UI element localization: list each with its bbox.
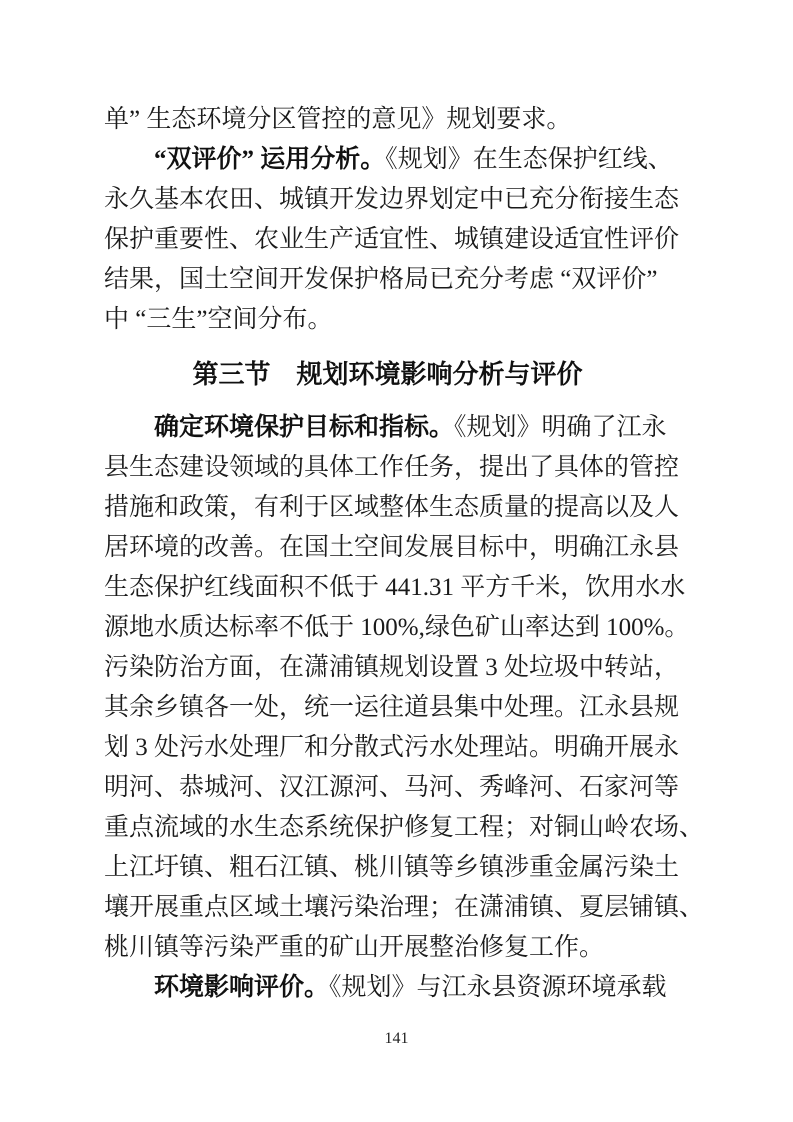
text-segment: 重点流域的水生态系统保护修复工程；对铜山岭农场、 (104, 814, 705, 841)
text-line (104, 220, 680, 260)
text-line (104, 928, 671, 968)
text-line (104, 260, 671, 300)
text-segment: 明河、恭城河、汉江源河、马河、秀峰河、石家河等 (104, 774, 680, 801)
text-segment: 《规划》明确了江永 (454, 414, 667, 441)
text-segment: 上江圩镇、粗石江镇、桃川镇等乡镇涉重金属污染土 (104, 854, 680, 881)
text-line (104, 808, 705, 848)
text-segment: 结果，国土空间开发保护格局已充分考虑 “双评价” (104, 266, 658, 293)
text-line (104, 848, 680, 888)
text-line (104, 728, 680, 768)
text-segment: 壤开展重点区域土壤污染治理；在潇浦镇、夏层铺镇、 (104, 894, 705, 921)
text-segment: 措施和政策，有利于区域整体生态质量的提高以及人 (104, 494, 680, 521)
text-line (104, 568, 686, 608)
text-segment: 《规划》在生态保护红线、 (385, 146, 673, 173)
text-segment: 桃川镇等污染严重的矿山开展整治修复工作。 (104, 934, 605, 961)
text-line (104, 608, 690, 648)
text-line (104, 300, 671, 340)
page-content (104, 100, 705, 1008)
text-segment: 《规划》与江永县资源环境承载 (329, 974, 667, 1001)
text-line (104, 100, 671, 140)
text-line (104, 408, 671, 448)
text-line (104, 528, 680, 568)
text-line (104, 488, 680, 528)
text-line (104, 688, 680, 728)
lead-in-emphasis: 确定环境保护目标和指标。 (154, 414, 455, 441)
section-heading: 第三节 规划环境影响分析与评价 (192, 359, 583, 389)
text-segment: 县生态建设领域的具体工作任务，提出了具体的管控 (104, 454, 680, 481)
text-segment: 污染防治方面，在潇浦镇规划设置 3 处垃圾中转站， (104, 654, 680, 681)
text-line (104, 180, 680, 220)
text-segment: 居环境的改善。在国土空间发展目标中，明确江永县 (104, 534, 680, 561)
text-line (104, 140, 671, 180)
text-segment: 单” 生态环境分区管控的意见》规划要求。 (104, 106, 572, 133)
text-segment: 其余乡镇各一处，统一运往道县集中处理。江永县规 (104, 694, 680, 721)
text-segment: 生态保护红线面积不低于 441.31 平方千米，饮用水水 (104, 574, 686, 601)
page-number: 141 (384, 1030, 409, 1047)
text-line (104, 888, 705, 928)
lead-in-emphasis: 环境影响评价。 (154, 974, 330, 1001)
text-line (104, 968, 671, 1008)
text-line (104, 448, 680, 488)
text-segment: 保护重要性、农业生产适宜性、城镇建设适宜性评价 (104, 226, 680, 253)
text-line (104, 648, 680, 688)
text-segment: 划 3 处污水处理厂和分散式污水处理站。明确开展永 (104, 734, 680, 761)
text-line (104, 768, 680, 808)
text-segment: 中 “三生”空间分布。 (104, 306, 333, 333)
text-segment: 源地水质达标率不低于 100%,绿色矿山率达到 100%。 (104, 614, 690, 641)
text-segment: 永久基本农田、城镇开发边界划定中已充分衔接生态 (104, 186, 680, 213)
lead-in-emphasis: “双评价” 运用分析。 (154, 146, 386, 173)
